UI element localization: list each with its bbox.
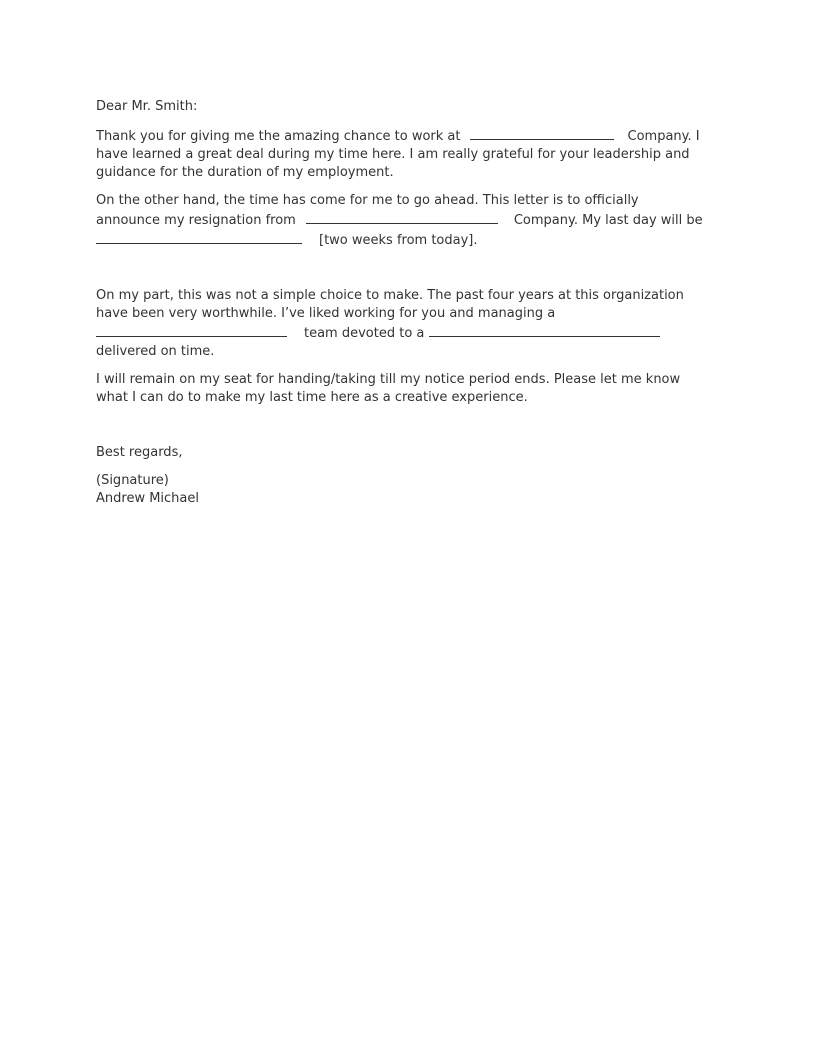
last-day-blank: [96, 230, 302, 244]
letter-text: Thank you for giving me the amazing chance to work at: [96, 129, 461, 144]
paragraph-gratitude: [96, 126, 726, 182]
letter-text: team devoted to a: [304, 326, 425, 341]
signature-placeholder: (Signature): [96, 473, 169, 488]
paragraph-reflection: [96, 287, 726, 361]
letter-line: [96, 126, 726, 146]
letter-line: [96, 323, 726, 343]
letter-line: [96, 210, 726, 230]
letter-text: [two weeks from today].: [319, 233, 478, 248]
team-blank: [96, 323, 287, 337]
paragraph-resignation: [96, 192, 726, 250]
company-name-blank: [470, 126, 614, 140]
letter-line: what I can do to make my last time here as a creative experience.: [96, 390, 528, 405]
letter-text: announce my resignation from: [96, 213, 296, 228]
letter-line: delivered on time.: [96, 344, 215, 359]
closing: Best regards,: [96, 445, 183, 460]
letter-line: On the other hand, the time has come for me to go ahead. This letter is to officially: [96, 193, 639, 208]
letter-line: have been very worthwhile. I’ve liked working for you and managing a: [96, 306, 556, 321]
letter-line: have learned a great deal during my time here. I am really grateful for your leadership and: [96, 147, 690, 162]
letter-line: I will remain on my seat for handing/taking till my notice period ends. Please let me know: [96, 372, 681, 387]
letter-line: On my part, this was not a simple choice to make. The past four years at this organization: [96, 288, 684, 303]
salutation: Dear Mr. Smith:: [96, 99, 198, 114]
letter-text: Company. My last day will be: [513, 213, 703, 228]
project-blank: [429, 323, 660, 337]
letter-line: [96, 230, 726, 250]
letter-body: [96, 98, 726, 508]
sender-name: Andrew Michael: [96, 491, 199, 506]
letter-line: guidance for the duration of my employment.: [96, 165, 394, 180]
company-name-blank: [306, 210, 498, 224]
paragraph-transition: [96, 371, 726, 407]
letter-text: Company. I: [627, 129, 700, 144]
